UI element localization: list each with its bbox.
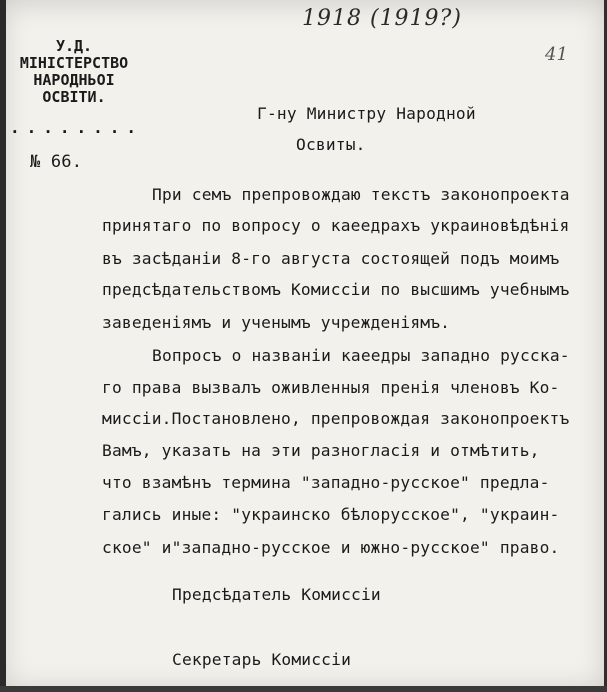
letterhead-line: НАРОДНЬОІ xyxy=(33,71,115,89)
letterhead-stamp xyxy=(10,38,138,106)
handwritten-date: 1918 (1919?) xyxy=(302,6,462,31)
body-line: Вопросъ о названіи каеедры западно русска- xyxy=(152,346,570,365)
secretary-signature-line: Секретарь Комиссіи xyxy=(172,650,352,669)
handwritten-corner-mark: 41 xyxy=(545,44,568,65)
body-line: миссіи.Постановлено, препровождая законопроектъ xyxy=(102,409,570,428)
body-line: При семъ препровождаю текстъ законопроекта xyxy=(152,185,570,204)
body-line: Вамъ, указать на эти разногласія и отмѣтить, xyxy=(102,441,540,460)
body-line: въ засѣданіи 8-го августа состоящей подъ моимъ xyxy=(102,249,560,268)
body-line: го права вызвалъ оживленныя пренія членовъ Ко- xyxy=(102,378,560,397)
chairman-signature-line: Предсѣдатель Комиссіи xyxy=(172,585,381,604)
addressee-line-1: Г-ну Министру Народной xyxy=(257,104,476,123)
letterhead-line: ОСВІТИ. xyxy=(42,88,106,106)
body-line: ское" и"западно-русское и южно-русское" право. xyxy=(102,538,560,557)
letterhead-separator: ........ xyxy=(10,118,144,137)
scan-edge-bottom xyxy=(0,686,607,692)
body-line: заведеніямъ и ученымъ учрежденіямъ. xyxy=(102,313,451,332)
letterhead-line: МІНІСТЕРСТВО xyxy=(19,54,129,72)
document-number: № 66. xyxy=(30,152,83,172)
body-line: принятаго по вопросу о каеедрахъ украиновѣдѣнія xyxy=(102,216,570,235)
body-line: предсѣдательствомъ Комиссіи по высшимъ учебнымъ xyxy=(102,280,570,299)
body-line: гались иные: "украинско бѣлорусское", "украин- xyxy=(102,505,560,524)
letterhead-line: У.Д. xyxy=(55,37,93,55)
addressee-line-2: Освиты. xyxy=(296,135,366,154)
scan-edge-left xyxy=(0,0,6,692)
body-line: что взамѣнъ термина "западно-русское" предла- xyxy=(102,473,550,492)
